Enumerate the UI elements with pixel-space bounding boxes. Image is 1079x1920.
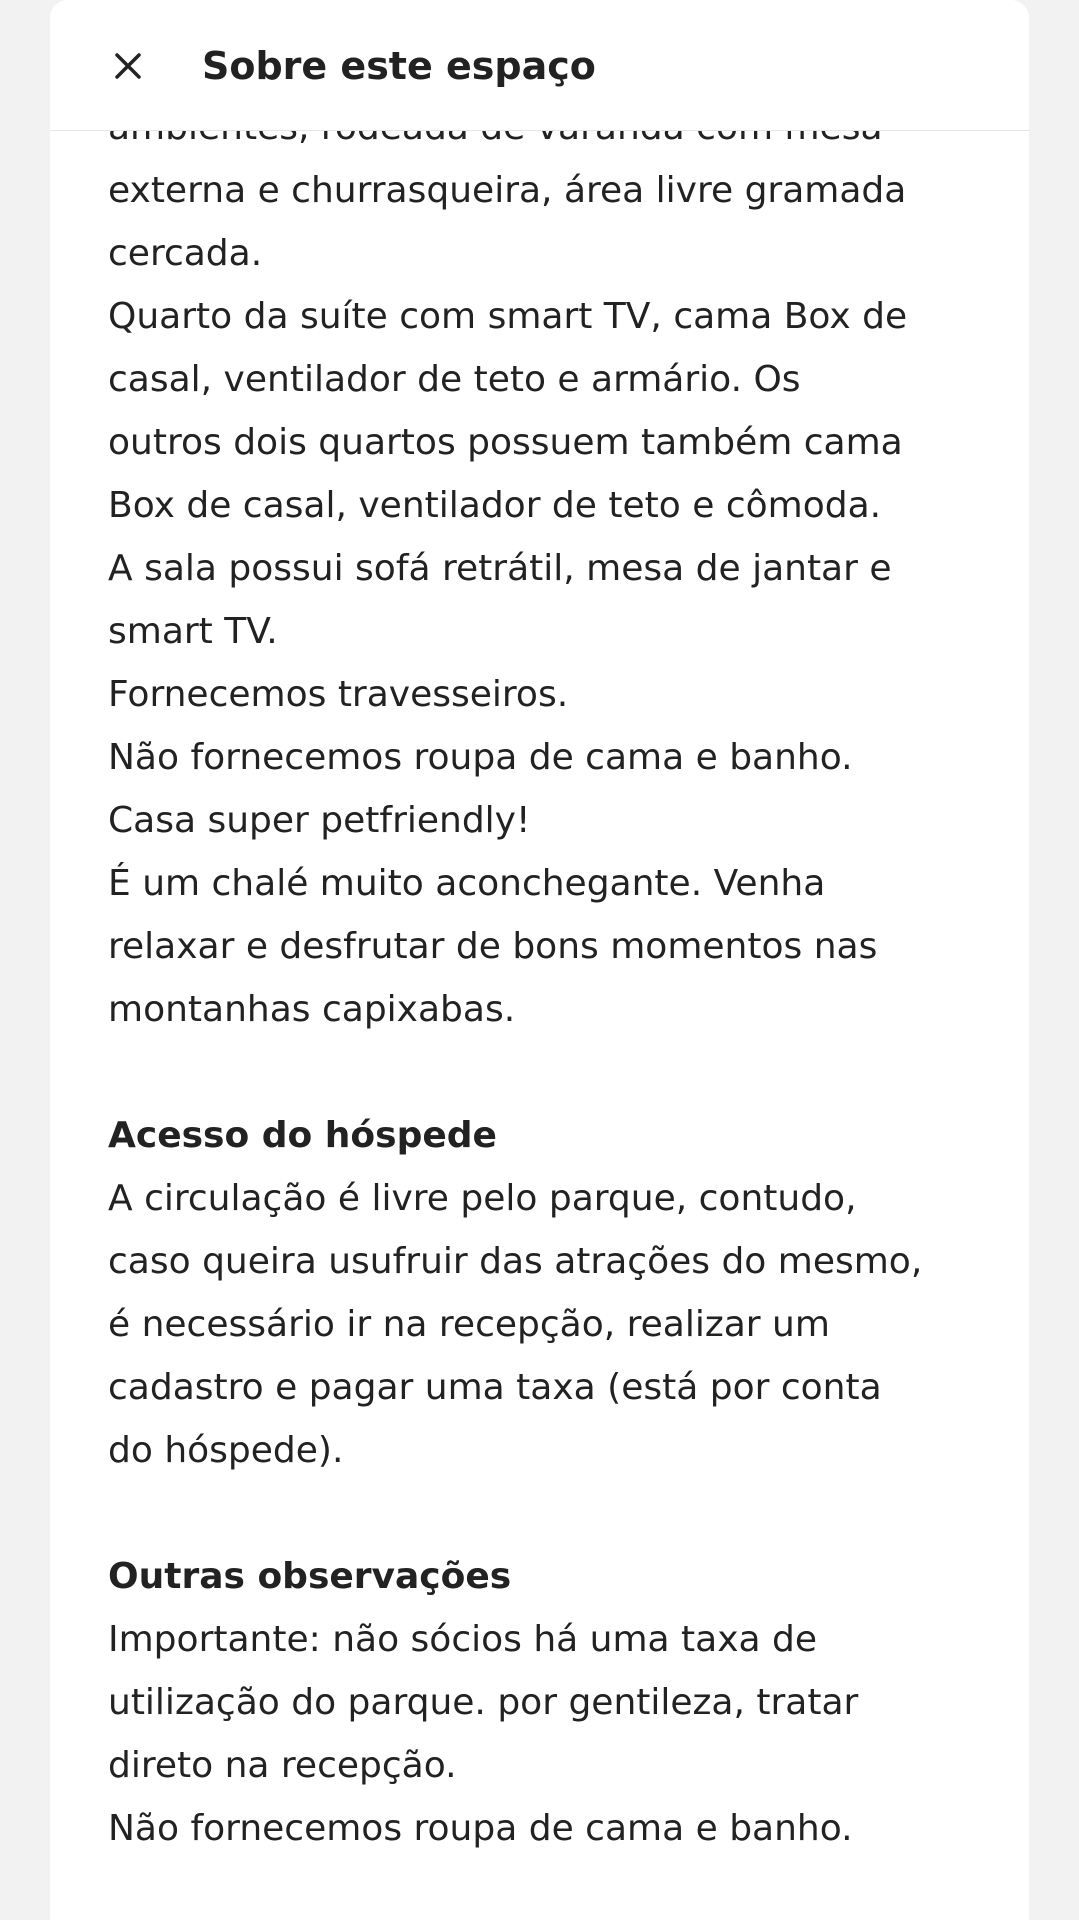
- guest-access-line: cadastro e pagar uma taxa (está por conta: [108, 1367, 882, 1408]
- other-notes-line: direto na recepção.: [108, 1745, 457, 1786]
- modal-sheet: [50, 0, 1029, 1920]
- description-line: É um chalé muito aconchegante. Venha: [108, 863, 826, 904]
- guest-access-line: A circulação é livre pelo parque, contudo,: [108, 1178, 857, 1219]
- page-title: Sobre este espaço: [202, 44, 596, 88]
- description-line: relaxar e desfrutar de bons momentos nas: [108, 926, 878, 967]
- close-button[interactable]: [106, 44, 150, 88]
- description-line: externa e churrasqueira, área livre gramada: [108, 170, 907, 211]
- guest-access-title: Acesso do hóspede: [108, 1115, 497, 1156]
- description-content: [108, 96, 1008, 1860]
- guest-access-line: é necessário ir na recepção, realizar um: [108, 1304, 830, 1345]
- description-line: casal, ventilador de teto e armário. Os: [108, 359, 801, 400]
- modal-scroll-area[interactable]: [50, 0, 1029, 1920]
- guest-access-section: [108, 1104, 1008, 1482]
- other-notes-title: Outras observações: [108, 1556, 512, 1597]
- guest-access-line: caso queira usufruir das atrações do mesmo,: [108, 1241, 923, 1282]
- other-notes-line: Não fornecemos roupa de cama e banho.: [108, 1808, 853, 1849]
- description-line: outros dois quartos possuem também cama: [108, 422, 903, 463]
- description-body: [108, 159, 1008, 1041]
- other-notes-line: Importante: não sócios há uma taxa de: [108, 1619, 818, 1660]
- description-line: A sala possui sofá retrátil, mesa de jantar e: [108, 548, 892, 589]
- description-line: cercada.: [108, 233, 263, 274]
- other-notes-section: [108, 1545, 1008, 1860]
- description-line: Box de casal, ventilador de teto e cômoda.: [108, 485, 882, 526]
- description-line: Casa super petfriendly!: [108, 800, 531, 841]
- description-line: montanhas capixabas.: [108, 989, 516, 1030]
- close-icon: [112, 50, 144, 82]
- modal-header: [50, 0, 1029, 131]
- description-line: Fornecemos travesseiros.: [108, 674, 569, 715]
- description-line: smart TV.: [108, 611, 278, 652]
- other-notes-line: utilização do parque. por gentileza, tratar: [108, 1682, 859, 1723]
- description-line: Quarto da suíte com smart TV, cama Box de: [108, 296, 908, 337]
- guest-access-line: do hóspede).: [108, 1430, 344, 1471]
- description-line: Não fornecemos roupa de cama e banho.: [108, 737, 853, 778]
